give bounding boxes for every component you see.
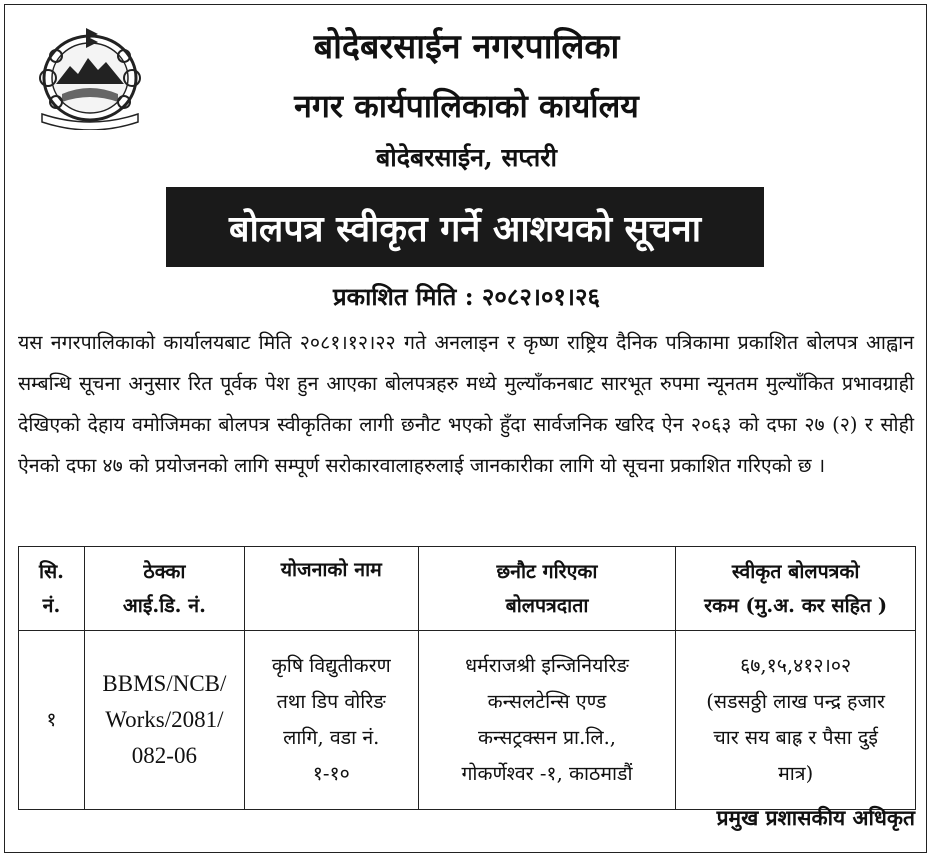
header-contract-line2: आई.डि. नं.	[122, 593, 206, 617]
bidder-line2: कन्सलटेन्सि एण्ड	[487, 690, 607, 713]
cell-contract-id	[84, 631, 244, 810]
published-date: प्रकाशित मिति : २०८२।०१।२६	[333, 282, 600, 311]
notice-title: बोलपत्र स्वीकृत गर्ने आशयको सूचना	[166, 187, 764, 267]
table-header-row	[19, 547, 916, 631]
amount-line3: चार सय बाह्र र पैसा दुई	[713, 726, 878, 749]
amount-line1: ६७,१५,४१२।०२	[740, 654, 852, 677]
header-project-name	[244, 547, 418, 631]
municipality-name: बोदेबरसाईन नगरपालिका	[313, 27, 620, 67]
table-row	[19, 631, 916, 810]
project-line3: लागि, वडा नं.	[283, 726, 380, 749]
office-name: नगर कार्यपालिकाको कार्यालय	[294, 87, 639, 125]
cell-amount	[676, 631, 916, 810]
bidder-line3: कन्सट्रक्सन प्रा.लि.,	[477, 726, 616, 749]
header-bidder	[418, 547, 676, 631]
header-amount-line1: स्वीकृत बोलपत्रको	[731, 559, 860, 583]
bidder-line4: गोकर्णेश्वर -१, काठमाडौं	[461, 762, 633, 785]
header-amount	[676, 547, 916, 631]
header-bidder-line1: छनौट गरिएका	[496, 559, 598, 583]
header-contract-line1: ठेक्का	[143, 559, 186, 583]
cell-sn: १	[19, 631, 85, 810]
cell-project	[244, 631, 418, 810]
header-sn-line1: सि.	[38, 559, 64, 583]
header-amount-line2: रकम (मु.अ. कर सहित )	[704, 593, 888, 617]
project-line1: कृषि विद्युतीकरण	[271, 654, 391, 677]
cell-bidder	[418, 631, 676, 810]
amount-line4: मात्र)	[778, 762, 814, 785]
header-contract-id	[84, 547, 244, 631]
bid-table	[18, 546, 916, 810]
header-sn-line2: नं.	[42, 593, 61, 617]
project-line4: १-१०	[312, 762, 350, 785]
notice-body: यस नगरपालिकाको कार्यालयबाट मिति २०८१।१२।२२ गते अनलाइन र कृष्ण राष्ट्रिय दैनिक पत्रिकामा प्रकाशित बोलपत्र आह्वान सम्बन्धि सूचना अनुसार रित पूर्वक पेश हुन आएका बोलपत्रहरु मध्ये मुल्याँकनबाट सारभूत रुपमा न्यूनतम मुल्याँकित प्रभावग्राही देखिएको देहाय वमोजिमका बोलपत्र स्वीकृतिका लागी छनौट भएको हुँदा सार्वजनिक खरिद ऐन २०६३ को दफा २७ (२) र सोही ऐनको दफा ४७ को प्रयोजनको लागि सम्पूर्ण सरोकारवालाहरुलाई जानकारीका लागि यो सूचना प्रकाशित गरिएको छ ।	[18, 331, 914, 477]
contract-line2: Works/2081/	[105, 707, 224, 732]
contract-line1: BBMS/NCB/	[102, 671, 227, 696]
contract-line3: 082-06	[131, 743, 197, 768]
amount-line2: (सडसठ्ठी लाख पन्द्र हजार	[706, 690, 885, 713]
office-address: बोदेबरसाईन, सप्तरी	[375, 143, 557, 172]
header-bidder-line2: बोलपत्रदाता	[505, 593, 589, 617]
header-sn	[19, 547, 85, 631]
signatory-title: प्रमुख प्रशासकीय अधिकृत	[716, 805, 915, 830]
bidder-line1: धर्मराजश्री इन्जिनियरिङ	[465, 654, 629, 677]
project-line2: तथा डिप वोरिङ	[276, 690, 386, 713]
header-project: योजनाको नाम	[280, 558, 382, 581]
